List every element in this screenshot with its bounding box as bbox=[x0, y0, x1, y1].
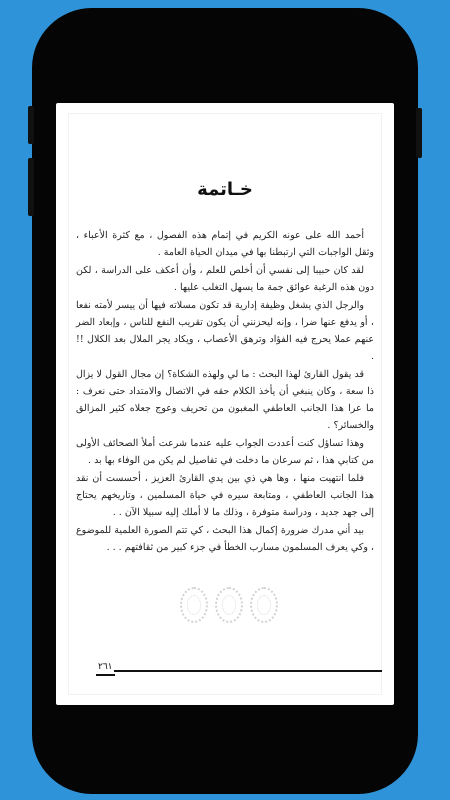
chapter-title: خـاتمة bbox=[197, 179, 253, 200]
paragraph: بيد أني مدرك ضرورة إكمال هذا البحث ، كي تتم الصورة العلمية للموضوع ، وكي يعرف المسلمون مسارب الخطأ في جزء كبير من ثقافتهم . . . bbox=[76, 525, 374, 553]
paragraph: لقد كان حبيبا إلى نفسي أن أخلص للعلم ، وأن أعكف على الدراسة ، لكن دون هذه الرغبة عوائق جمة ما يسهل التغلب عليها . bbox=[76, 265, 374, 293]
footer-divider bbox=[114, 670, 382, 672]
paragraph: فلما انتهيت منها ، وها هي ذي بين يدي القارئ العزيز ، أحسست أن نقد هذا الجانب العاطفي ، ومتابعة سيره في حياة المسلمين ، وتاريخهم يحتاج إلى جهد جديد ، ودراسة متوفرة ، وذلك ما لا أملك إليه سبيلا الآن . . bbox=[76, 473, 374, 518]
volume-down-button bbox=[28, 158, 34, 216]
paragraph: وهذا تساؤل كنت أعددت الجواب عليه عندما شرعت أملأ الصحائف الأولى من كتابي هذا ، ثم سرعان ما دخلت في تفاصيل لم يكن من الوفاء بها بد . bbox=[76, 438, 374, 466]
phone-frame bbox=[32, 8, 418, 794]
ornament-seals bbox=[180, 587, 278, 629]
book-page[interactable] bbox=[68, 113, 382, 695]
seal-icon bbox=[215, 587, 243, 623]
power-button bbox=[416, 108, 422, 158]
paragraph: أحمد الله على عونه الكريم في إتمام هذه الفصول ، مع كثرة الأعباء ، وثقل الواجبات التي ارتبطنا بها في ميدان الحياة العامة . bbox=[76, 230, 374, 258]
reader-screen[interactable] bbox=[56, 103, 394, 705]
page-number: ٢٦١ bbox=[96, 662, 115, 676]
volume-up-button bbox=[28, 106, 34, 144]
page-body bbox=[76, 227, 374, 557]
paragraph: قد يقول القارئ لهذا البحث : ما لي ولهذه الشكاة؟ إن مجال القول لا يزال ذا سعة ، وكان ينبغي أن يأخذ الكلام حقه في الاتصال والامتداد حتى نعرف : ما عرا هذا الجانب العاطفي المغبون من تحريف وعوج جعلاه كثير المزالق والخسائر؟ . bbox=[76, 369, 374, 431]
seal-icon bbox=[180, 587, 208, 623]
paragraph: والرجل الذي يشغل وظيفة إدارية قد تكون مسلاته فيها أن ييسر لأمته نفعا ، أو يدفع عنها ضرا ، وإنه ليحزنني أن يكون تقريب النفع للناس ، وإبعاد الضر عنهم عملا يحرج فيه الفؤاد وترهق الأعصاب ، ويكاد يجر الملال بعد الكلال !! . bbox=[76, 300, 374, 362]
seal-icon bbox=[250, 587, 278, 623]
